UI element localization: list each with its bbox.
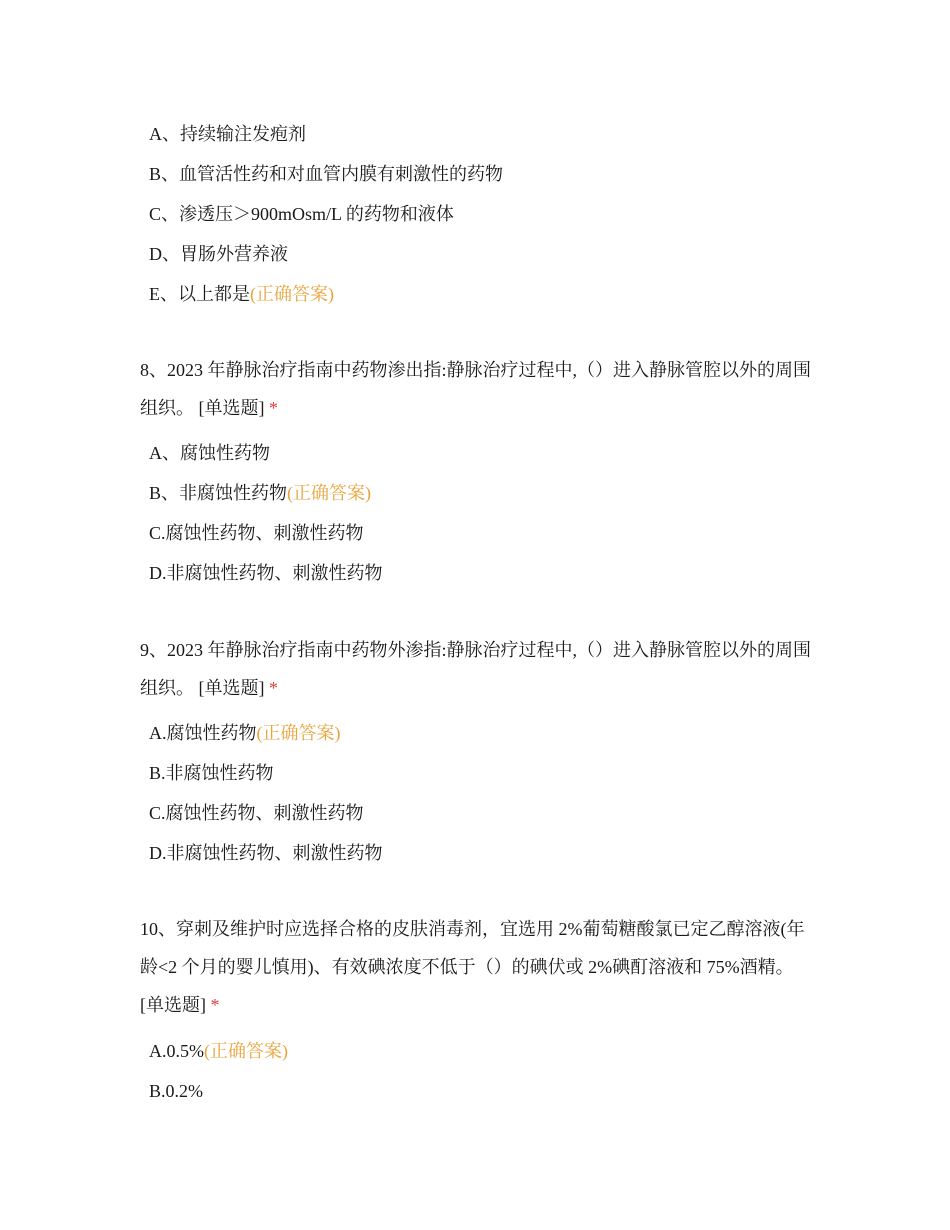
q8-option-c [149,521,364,545]
q9-option-c [149,801,364,825]
option-text: A.腐蚀性药物 [149,723,257,743]
correct-answer-tag: (正确答案) [256,723,341,743]
q8-option-d [149,561,383,585]
option-text: C.腐蚀性药物、刺激性药物 [149,803,364,823]
q7-option-b [149,162,503,186]
correct-answer-tag: (正确答案) [204,1041,288,1061]
option-text: D、胃肠外营养液 [149,244,288,264]
q7-option-d [149,242,288,266]
question-text: 8、2023 年静脉治疗指南中药物渗出指:静脉治疗过程中,（）进入静脉管腔以外的周围组织。 [单选题] [140,360,811,418]
q9-option-d [149,841,383,865]
option-text: A.0.5% [149,1041,204,1061]
required-marker: * [269,398,278,418]
required-marker: * [210,995,220,1015]
q10-option-b [149,1079,203,1103]
option-text: C、渗透压＞900mOsm/L 的药物和液体 [149,204,454,224]
option-text: E、以上都是 [149,284,250,304]
option-text: B.0.2% [149,1081,203,1101]
q9-question [140,631,812,707]
question-text: 10、穿刺及维护时应选择合格的皮肤消毒剂，宜选用 2%葡萄糖酸氯已定乙醇溶液(年龄<2 个月的婴儿慎用)、有效碘浓度不低于（）的碘伏或 2%碘酊溶液和 75%酒精。 [单选题] [140,919,805,1015]
option-text: B、血管活性药和对血管内膜有刺激性的药物 [149,164,504,184]
required-marker: * [269,678,278,698]
q8-option-b [149,481,371,505]
q7-option-a [149,122,306,146]
question-text: 9、2023 年静脉治疗指南中药物外渗指:静脉治疗过程中,（）进入静脉管腔以外的周围组织。 [单选题] [140,640,811,698]
option-text: D.非腐蚀性药物、刺激性药物 [149,843,383,863]
option-text: C.腐蚀性药物、刺激性药物 [149,523,364,543]
q10-option-a [149,1039,288,1063]
option-text: B.非腐蚀性药物 [149,763,274,783]
q8-option-a [149,441,270,465]
q10-question [140,910,812,1024]
q9-option-a [149,721,341,745]
q9-option-b [149,761,274,785]
option-text: A、持续输注发疱剂 [149,124,306,144]
correct-answer-tag: (正确答案) [250,284,334,304]
option-text: A、腐蚀性药物 [149,443,270,463]
q8-question [140,351,812,427]
q7-option-e [149,282,334,306]
correct-answer-tag: (正确答案) [287,483,372,503]
option-text: B、非腐蚀性药物 [149,483,288,503]
q7-option-c [149,202,454,226]
option-text: D.非腐蚀性药物、刺激性药物 [149,563,383,583]
